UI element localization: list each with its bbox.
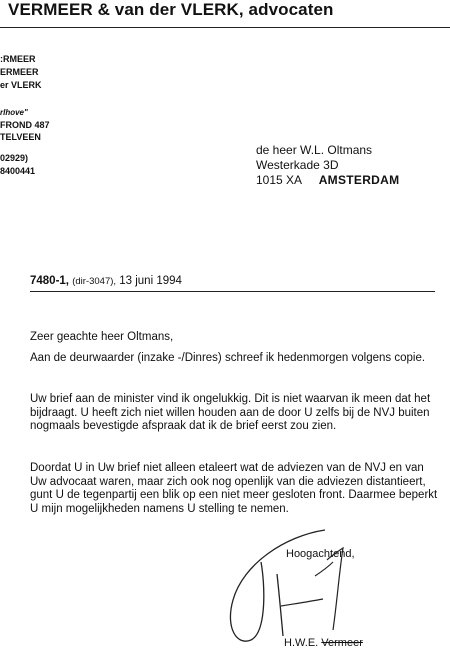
sidebar-building: rlhove" xyxy=(0,108,28,117)
paragraph-3: Doordat U in Uw brief niet alleen etaleert wat de adviezen van de NVJ en van Uw advocaat waren, maar zich ook nog openlijk van die adviezen distantieert, gunt U de tegenpartij een blik op een niet meer gesloten front. Daarmee beperkt U mijn mogelijkheden namens U stelling te nemen. xyxy=(30,462,438,515)
signer-surname: Vermeer xyxy=(321,637,363,649)
closing: Hoogachtend, xyxy=(286,548,355,560)
sidebar-phone-area: 02929) xyxy=(0,153,29,163)
reference-rule xyxy=(30,291,435,292)
sidebar-partner-1: :RMEER xyxy=(0,54,36,64)
handwritten-signature xyxy=(215,522,385,652)
salutation: Zeer geachte heer Oltmans, xyxy=(30,331,174,343)
recipient-name: de heer W.L. Oltmans xyxy=(256,143,373,157)
reference-date: 13 juni 1994 xyxy=(119,275,182,287)
sidebar-partner-3: er VLERK xyxy=(0,80,42,90)
letterhead-rule xyxy=(0,27,450,28)
sidebar-partner-2: ERMEER xyxy=(0,67,39,77)
paragraph-2: Uw brief aan de minister vind ik ongelukkig. Dit is niet waarvan ik meen dat het bijdraagt. U heeft zich niet willen houden aan de door U zelfs bij de NVJ buiten nogmaals bevestigde afspraak dat ik de brief eerst zou zien. xyxy=(30,393,431,432)
signer-name-line xyxy=(284,637,363,649)
recipient-city: AMSTERDAM xyxy=(318,173,400,187)
recipient-postcode: 1015 XA xyxy=(256,173,303,187)
sidebar-phone-number: 8400441 xyxy=(0,166,36,176)
paragraph-1: Aan de deurwaarder (inzake -/Dinres) schreef ik hedenmorgen volgens copie. xyxy=(30,352,426,364)
reference-line xyxy=(30,275,182,287)
recipient-city-line xyxy=(256,173,399,187)
reference-number: 7480-1, xyxy=(30,275,70,287)
reference-dir: (dir-3047), xyxy=(72,276,117,287)
sidebar-street: FROND 487 xyxy=(0,120,50,130)
letterhead-firm-name: VERMEER & van der VLERK, advocaten xyxy=(8,0,334,19)
signer-initials: H.W.E. xyxy=(284,637,319,649)
sidebar-town: TELVEEN xyxy=(0,132,41,142)
recipient-street: Westerkade 3D xyxy=(256,158,339,172)
